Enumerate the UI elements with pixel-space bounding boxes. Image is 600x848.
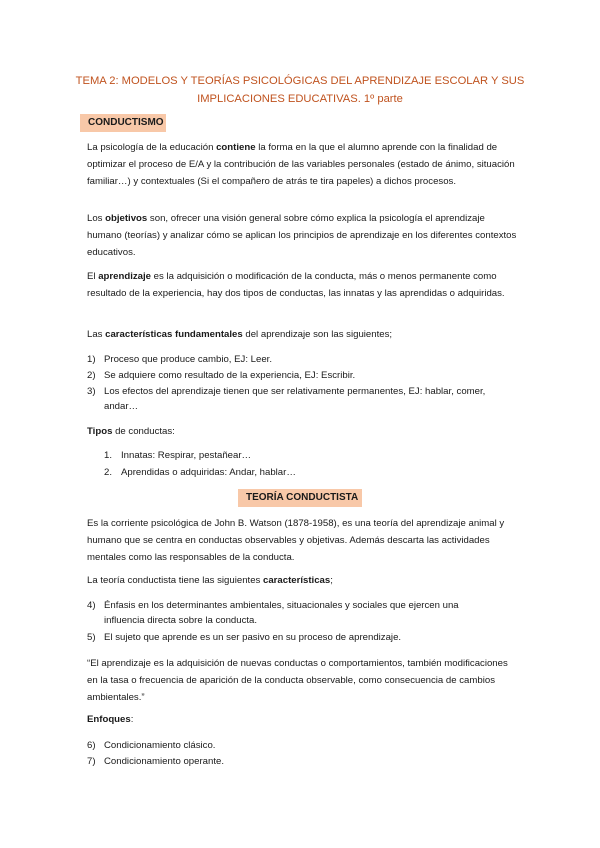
paragraph-characteristics: Las características fundamentales del aprendizaje son las siguientes; — [87, 329, 393, 340]
list-item: 2) Se adquiere como resultado de la experiencia, EJ: Escribir. — [87, 370, 356, 381]
paragraph-learning-definition: El aprendizaje es la adquisición o modificación de la conducta, más o menos permanente como resultado de la experiencia, hay dos tipos de conductas, las innatas y las aprendidas o adquiridas. — [87, 271, 505, 300]
list-item: 1. Innatas: Respirar, pestañear… — [104, 450, 252, 461]
paragraph-types: Tipos de conductas: — [87, 426, 175, 437]
list-item: 2. Aprendidas o adquiridas: Andar, hablar… — [104, 467, 296, 478]
paragraph-watson: Es la corriente psicológica de John B. Watson (1878-1958), es una teoría del aprendizaje animal y humano que se centra en conductas observables y objetivas. Además descarta las actividades mentales como las responsables de la conducta. — [87, 518, 505, 564]
list-item: 7) Condicionamiento operante. — [87, 756, 225, 767]
list-item: 3) Los efectos del aprendizaje tienen que ser relativamente permanentes, EJ: hablar, comer, andar… — [87, 386, 486, 412]
document-title — [60, 72, 540, 108]
paragraph-psychology-education: La psicología de la educación contiene la forma en la que el alumno aprende con la finalidad de optimizar el proceso de E/A y la contribución de las variables personales (estado de ánimo, situación familiar…) y contextuales (Si el compañero de atrás te tira papeles) a dichos procesos. — [87, 142, 515, 188]
list-item: 6) Condicionamiento clásico. — [87, 740, 216, 751]
list-item: 5) El sujeto que aprende es un ser pasivo en su proceso de aprendizaje. — [87, 632, 402, 643]
paragraph-theory-characteristics: La teoría conductista tiene las siguientes características; — [87, 575, 333, 586]
title-line-1: TEMA 2: MODELOS Y TEORÍAS PSICOLÓGICAS DEL APRENDIZAJE ESCOLAR Y SUS — [75, 75, 525, 87]
section-heading-teoria-conductista: TEORÍA CONDUCTISTA — [238, 489, 362, 507]
section-heading-conductismo: CONDUCTISMO — [80, 114, 166, 132]
paragraph-approaches: Enfoques: — [87, 714, 134, 725]
paragraph-objectives: Los objetivos son, ofrecer una visión general sobre cómo explica la psicología el aprendizaje humano (teorías) y analizar cómo se aplican los principios de aprendizaje en los diferentes contextos educativos. — [87, 213, 517, 259]
title-line-2: IMPLICACIONES EDUCATIVAS. 1º parte — [197, 93, 403, 105]
list-item: 1) Proceso que produce cambio, EJ: Leer. — [87, 354, 272, 365]
list-item: 4) Énfasis en los determinantes ambientales, situacionales y sociales que ejercen una influencia directa sobre la conducta. — [87, 600, 459, 626]
quote-paragraph: “El aprendizaje es la adquisición de nuevas conductas o comportamientos, también modificaciones en la tasa o frecuencia de aparición de la conducta observable, como consecuencia de cambios ambientales.” — [87, 658, 508, 704]
